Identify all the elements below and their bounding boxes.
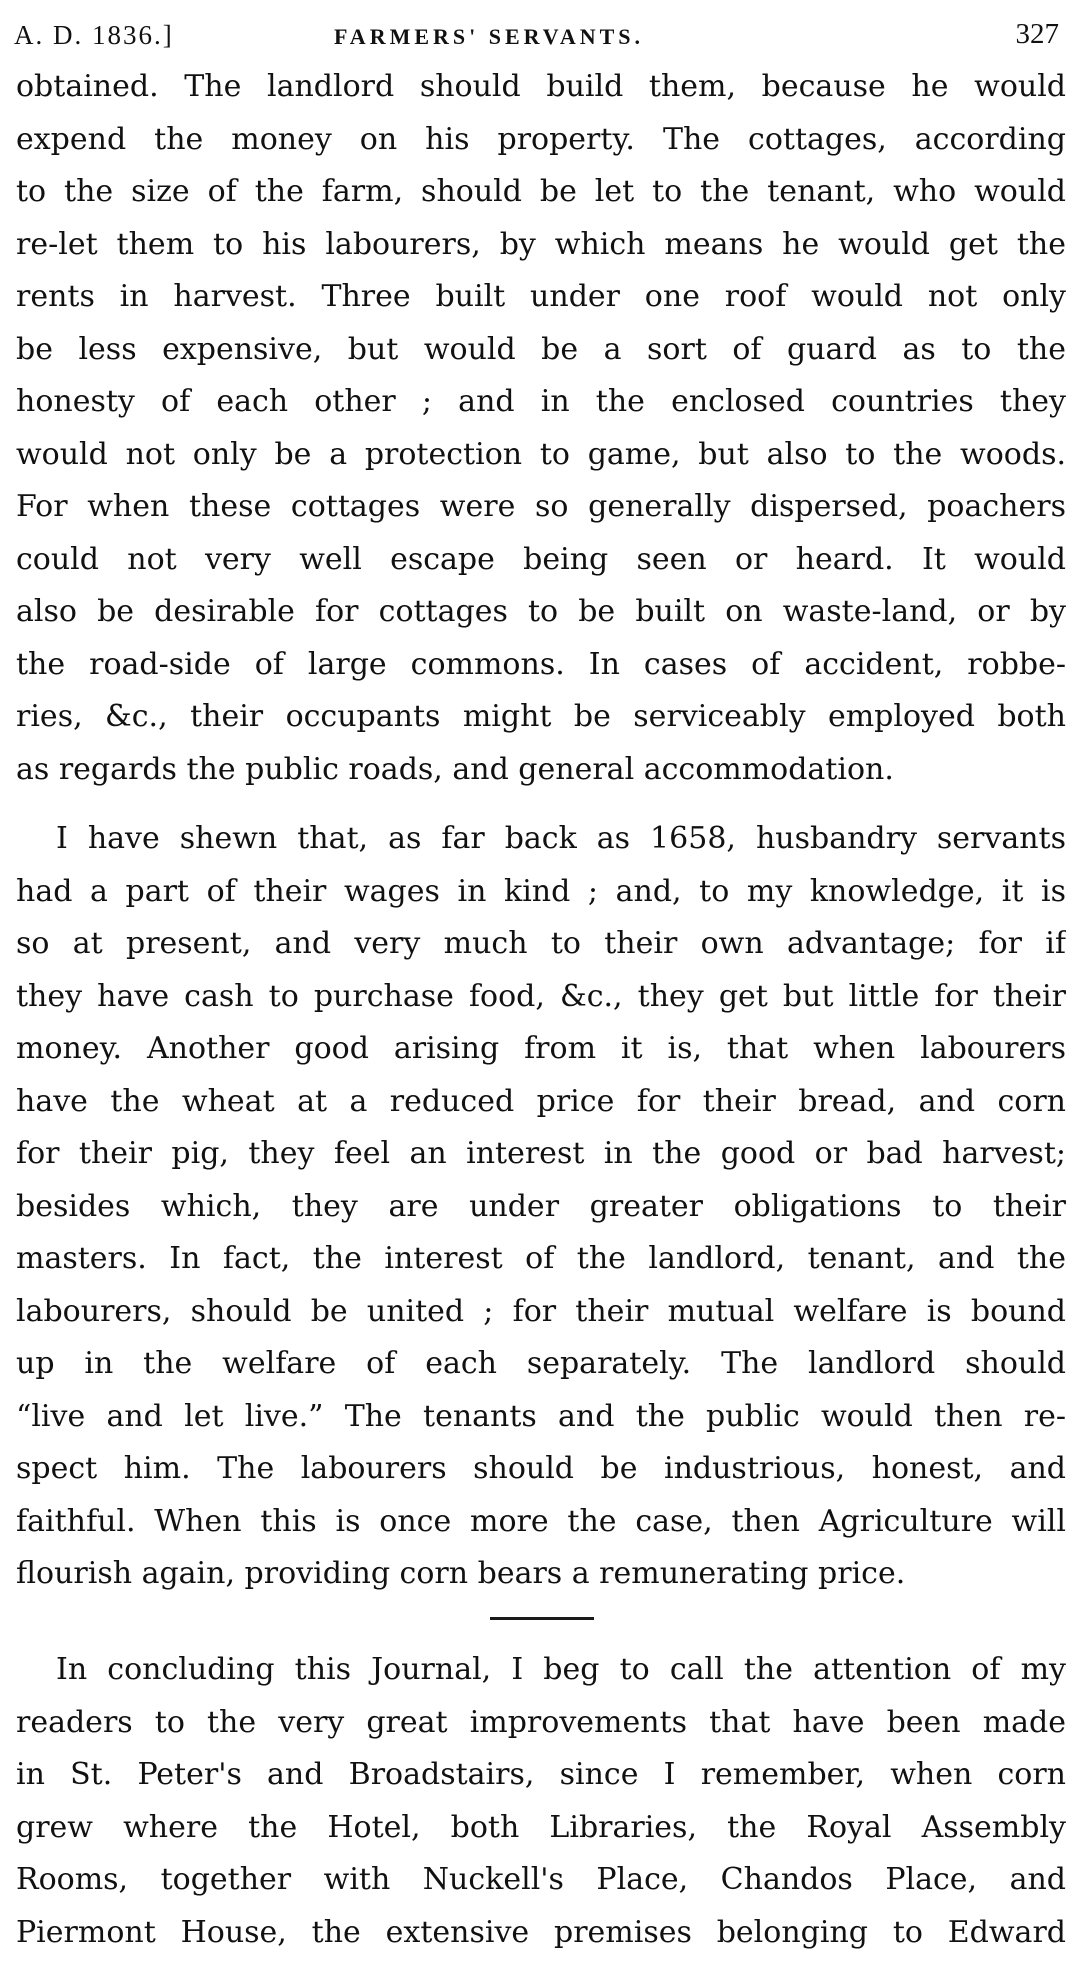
running-head-date: A. D. 1836.] [14,20,174,50]
text-line: Rooms, together with Nuckell's Place, Chandos Place, and [16,1862,1066,1897]
text-line: spect him. The labourers should be industrious, honest, and [16,1451,1066,1486]
text-line: readers to the very great improvements that have been made [16,1704,1066,1740]
paragraph-2 [16,813,1066,1601]
text-line: as regards the public roads, and general accommodation. [16,751,894,787]
text-line: had a part of their wages in kind ; and, to my knowledge, it is [16,873,1066,909]
text-line: Piermont House, the extensive premises belonging to Edward [16,1914,1066,1950]
text-line: in St. Peter's and Broadstairs, since I remember, when corn [16,1757,1066,1792]
text-line: have the wheat at a reduced price for their bread, and corn [16,1083,1066,1119]
text-line: could not very well escape being seen or heard. It would [16,541,1066,577]
text-line: flourish again, providing corn bears a remunerating price. [16,1556,906,1591]
text-line: besides which, they are under greater obligations to their [16,1188,1066,1224]
paragraph-3 [16,1644,1066,1959]
text-line: the road-side of large commons. In cases of accident, robbe- [16,646,1066,682]
text-line: rents in harvest. Three built under one roof would not only [16,279,1066,314]
text-line: would not only be a protection to game, but also to the woods. [16,436,1066,472]
text-line: grew where the Hotel, both Libraries, the Royal Assembly [16,1809,1066,1845]
running-head-title: FARMERS' SERVANTS. [334,24,645,49]
text-line: money. Another good arising from it is, that when labourers [16,1031,1066,1066]
text-line: obtained. The landlord should build them, because he would [16,69,1066,104]
paragraph-1 [16,61,1066,796]
text-line: For when these cottages were so generally dispersed, poachers [16,489,1066,524]
text-line: for their pig, they feel an interest in the good or bad harvest; [16,1136,1066,1171]
running-head [14,18,1067,58]
text-line: In concluding this Journal, I beg to call the attention of my [56,1652,1066,1687]
text-line: “live and let live.” The tenants and the public would then re- [16,1398,1066,1434]
text-line: to the size of the farm, should be let to the tenant, who would [16,174,1066,209]
text-line: labourers, should be united ; for their mutual welfare is bound [16,1293,1066,1329]
text-line: they have cash to purchase food, &c., they get but little for their [16,978,1066,1014]
section-divider [490,1617,594,1620]
page-number: 327 [1015,18,1059,50]
text-line: expend the money on his property. The cottages, according [16,121,1066,157]
text-line: so at present, and very much to their own advantage; for if [16,926,1066,961]
text-line: up in the welfare of each separately. The landlord should [16,1346,1066,1381]
text-line: honesty of each other ; and in the enclosed countries they [16,384,1066,419]
text-line: ries, &c., their occupants might be serviceably employed both [16,699,1066,734]
text-line: re-let them to his labourers, by which means he would get the [16,226,1066,262]
text-line: be less expensive, but would be a sort of guard as to the [16,331,1066,367]
text-line: masters. In fact, the interest of the landlord, tenant, and the [16,1241,1066,1276]
text-line: also be desirable for cottages to be built on waste-land, or by [16,594,1066,629]
text-line: faithful. When this is once more the case, then Agriculture will [16,1503,1066,1539]
text-line: I have shewn that, as far back as 1658, husbandry servants [56,821,1066,856]
